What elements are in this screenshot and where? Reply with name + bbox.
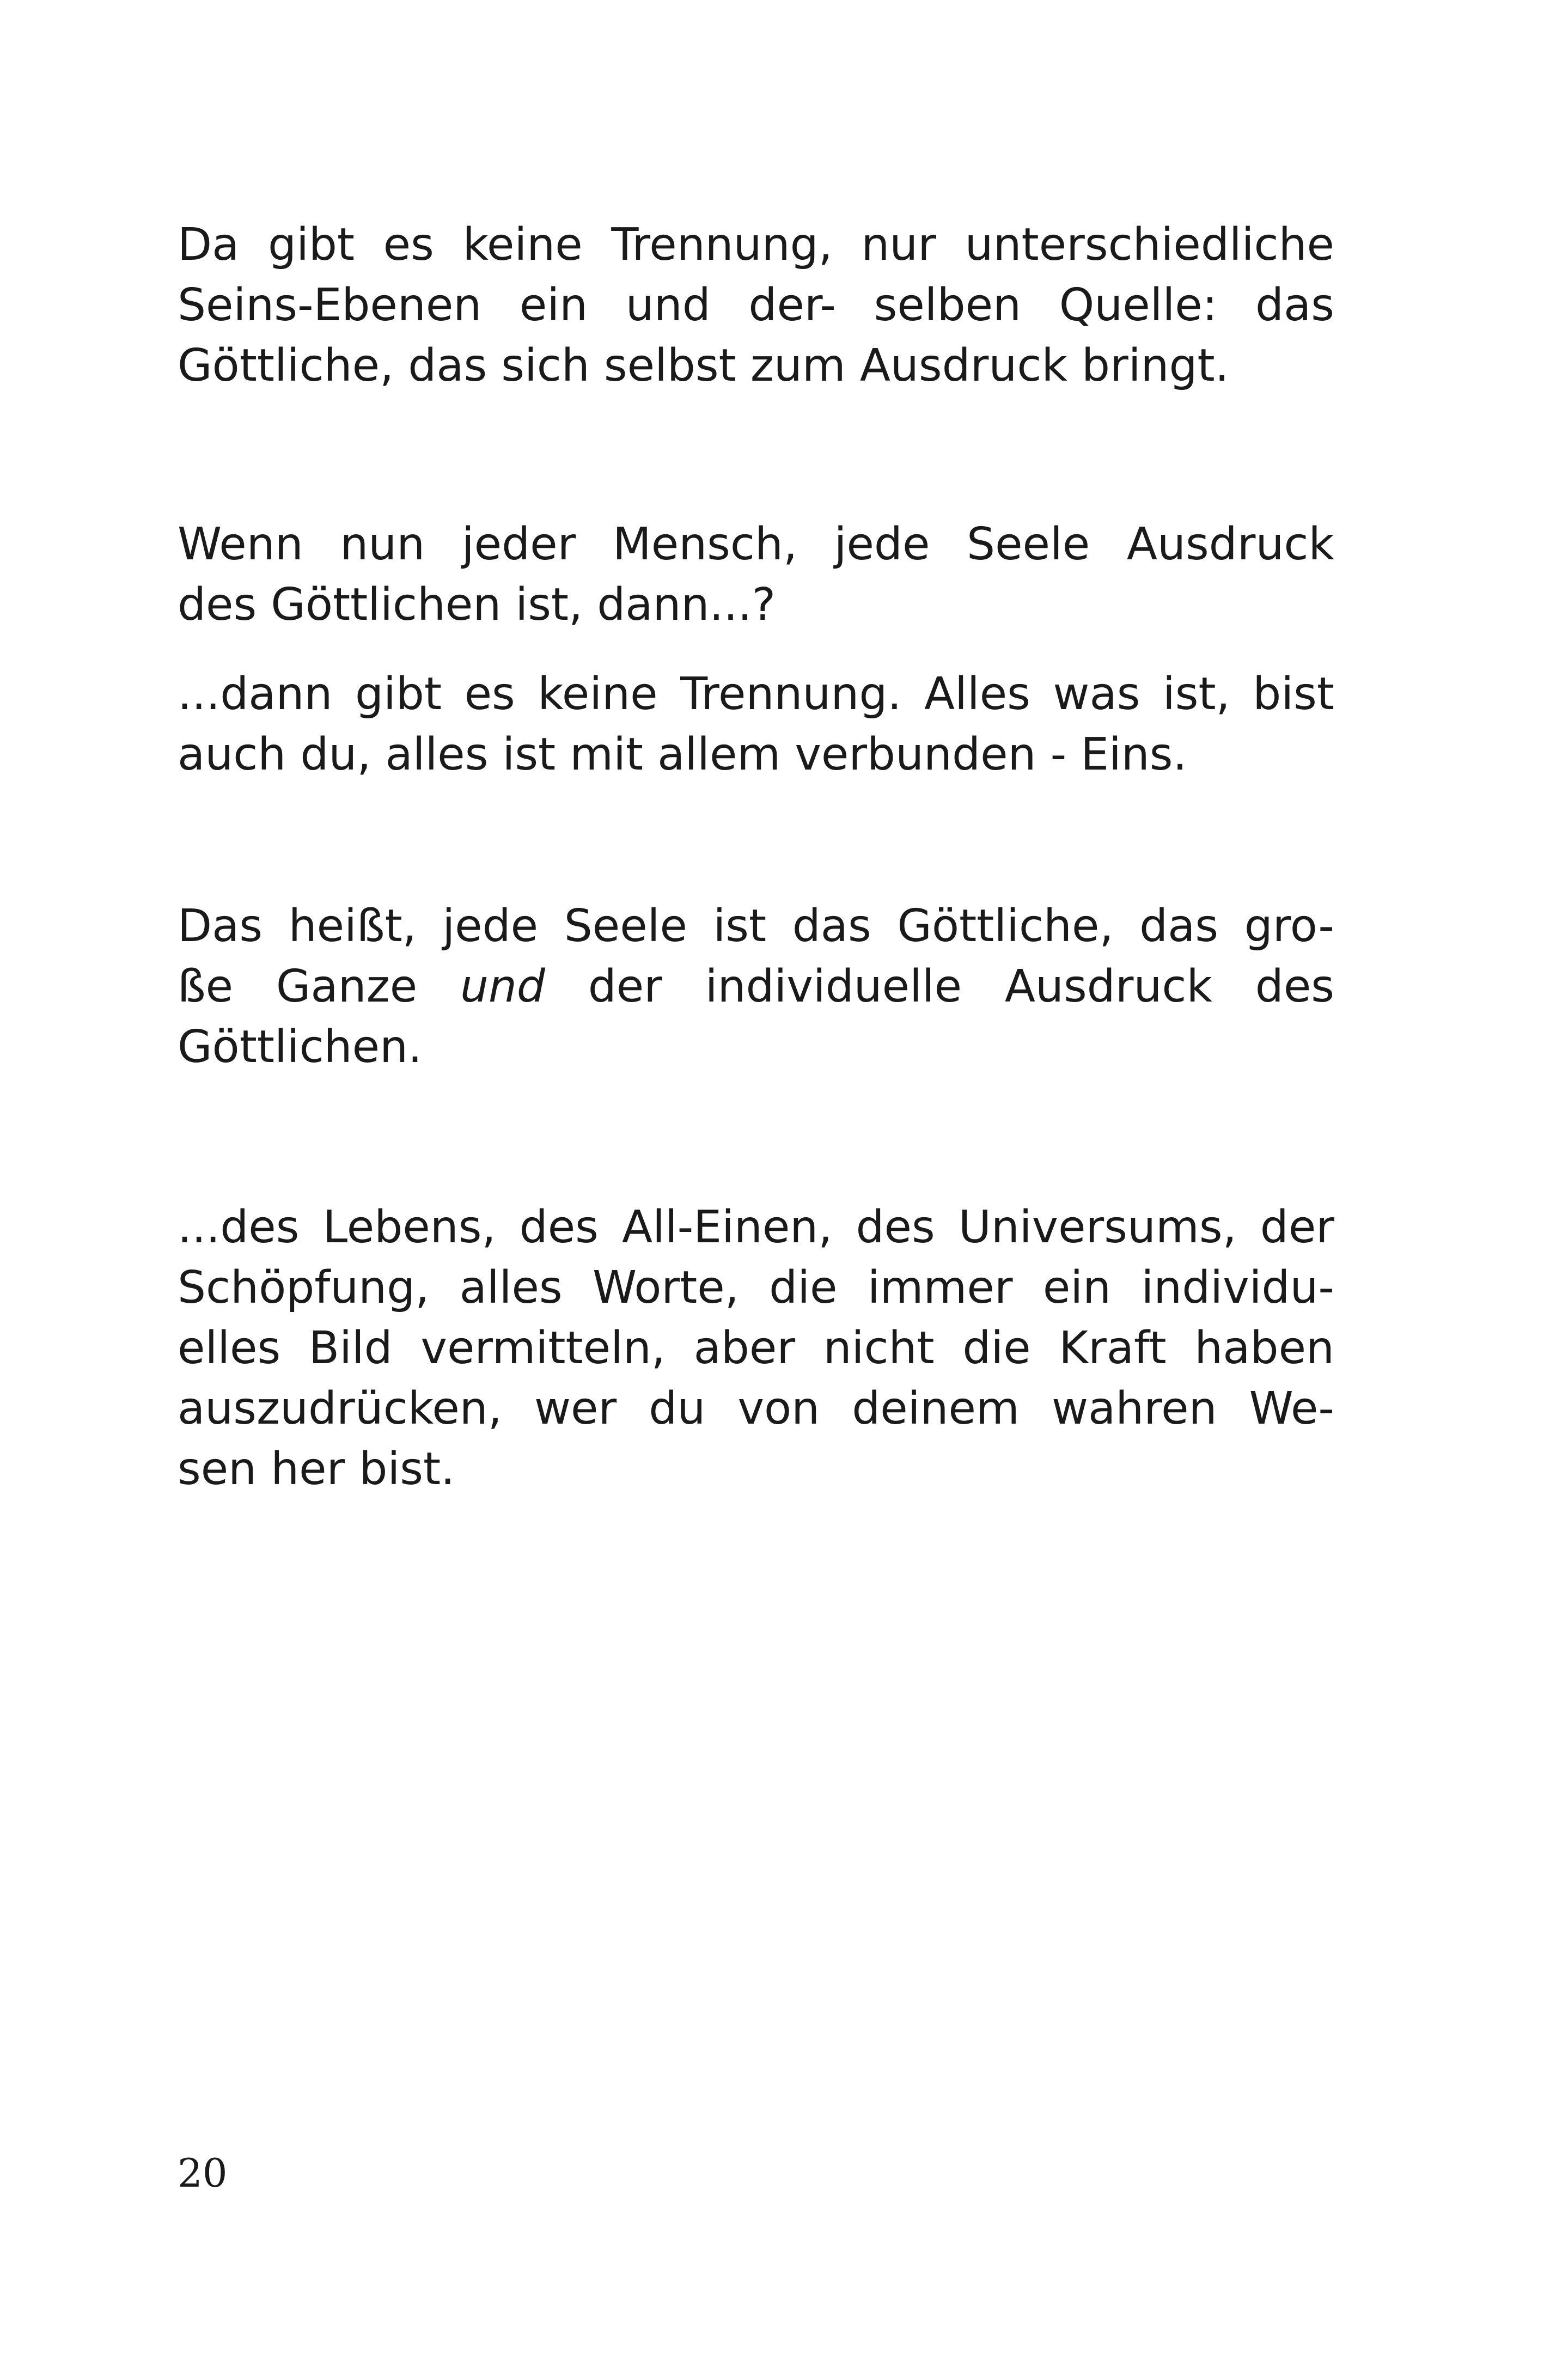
text-segment: der individuelle Ausdruck des bbox=[545, 961, 1334, 1012]
paragraph-5 bbox=[178, 1197, 1334, 1499]
paragraph-line-with-emphasis bbox=[178, 956, 1334, 1017]
page-number: 20 bbox=[178, 2150, 228, 2196]
paragraph-line: auch du, alles ist mit allem verbunden - Eins. bbox=[178, 729, 1187, 780]
paragraph-line: sen her bist. bbox=[178, 1443, 455, 1495]
paragraph-line: Seins-Ebenen ein und der- selben Quelle: das bbox=[178, 279, 1334, 331]
paragraph-line: Schöpfung, alles Worte, die immer ein individu- bbox=[178, 1262, 1334, 1314]
emphasized-word: und bbox=[460, 961, 545, 1012]
paragraph-line: ...des Lebens, des All-Einen, des Universums, der bbox=[178, 1201, 1334, 1253]
paragraph-line: Göttliche, das sich selbst zum Ausdruck bringt. bbox=[178, 340, 1229, 392]
paragraph-line: Da gibt es keine Trennung, nur unterschiedliche bbox=[178, 219, 1334, 271]
paragraph-line: Göttlichen. bbox=[178, 1021, 423, 1073]
paragraph-line: Wenn nun jeder Mensch, jede Seele Ausdruck bbox=[178, 518, 1334, 570]
paragraph-1 bbox=[178, 215, 1334, 396]
paragraph-line: elles Bild vermitteln, aber nicht die Kraft haben bbox=[178, 1322, 1334, 1374]
paragraph-3 bbox=[178, 664, 1334, 785]
paragraph-line: auszudrücken, wer du von deinem wahren We- bbox=[178, 1383, 1334, 1435]
paragraph-line: ...dann gibt es keine Trennung. Alles was ist, bist bbox=[178, 668, 1334, 720]
paragraph-2 bbox=[178, 514, 1334, 635]
paragraph-line: Das heißt, jede Seele ist das Göttliche, das gro- bbox=[178, 900, 1334, 952]
paragraph-4 bbox=[178, 896, 1334, 1077]
paragraph-line: des Göttlichen ist, dann...? bbox=[178, 579, 776, 631]
text-segment: ße Ganze bbox=[178, 961, 460, 1012]
